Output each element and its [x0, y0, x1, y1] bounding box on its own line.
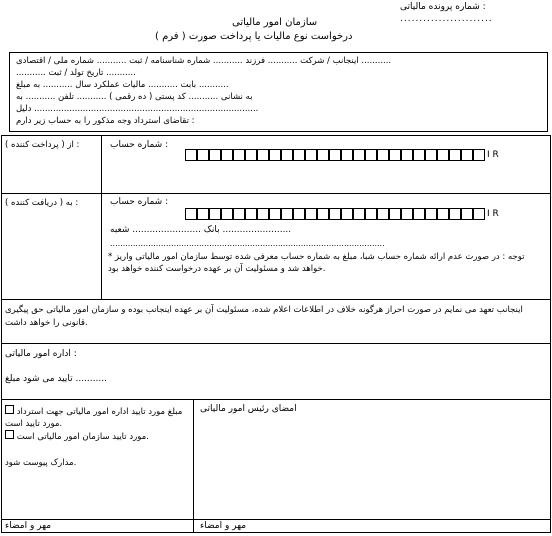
account-digit-cell[interactable]: [353, 208, 365, 220]
account-digit-cell[interactable]: [341, 149, 353, 161]
payee-label: به ( دریافت کننده ) :: [5, 198, 79, 208]
account-digit-cell[interactable]: [209, 149, 221, 161]
account-digit-cell[interactable]: [293, 208, 305, 220]
payee-iban-prefix: I R: [487, 209, 499, 219]
account-digit-cell[interactable]: [209, 208, 221, 220]
footer-left-signature: مهر و امضاء: [5, 521, 52, 531]
account-digit-cell[interactable]: [185, 149, 197, 161]
file-number-dots: ........................: [400, 14, 493, 24]
declaration-text: اینجانب تعهد می نمایم در صورت احراز هرگونه خلاف در اطلاعات اعلام شده، مسئولیت آن بر عهده اینجانب بوده و سازمان امور مالیاتی حق پیگیری قانونی را خواهد داشت.: [5, 305, 523, 328]
account-digit-cell[interactable]: [305, 149, 317, 161]
account-digit-cell[interactable]: [317, 208, 329, 220]
main-form-table: [1, 135, 551, 533]
form-title: ( فرم ) درخواست نوع مالیات یا پرداخت صورت: [155, 31, 353, 42]
account-digit-cell[interactable]: [185, 208, 197, 220]
info-line-3: بابت ........... مالیات عملکرد سال ........... به مبلغ ...........: [16, 80, 229, 90]
check-1-continuation: مورد تایید است.: [5, 419, 63, 429]
side-divider: [101, 135, 102, 299]
info-line-4: به نشانی ........... کد پستی ( ده رقمی ) ........... تلفن ........... به: [16, 92, 253, 102]
info-line-1: اینجانب / شرکت ........... فرزند ........... شماره شناسنامه / ثبت ........... شماره ملی / اقتصادی ...........: [16, 56, 392, 66]
account-digit-cell[interactable]: [473, 149, 485, 161]
account-digit-cell[interactable]: [437, 149, 449, 161]
confirmation-text: تایید می شود مبلغ ...........: [5, 374, 107, 384]
account-digit-cell[interactable]: [281, 208, 293, 220]
account-digit-cell[interactable]: [197, 149, 209, 161]
account-digit-cell[interactable]: [413, 149, 425, 161]
account-digit-cell[interactable]: [317, 149, 329, 161]
bank-dots-line: ............................................................................................................: [110, 239, 385, 248]
account-digit-cell[interactable]: [353, 149, 365, 161]
account-digit-cell[interactable]: [281, 149, 293, 161]
account-digit-cell[interactable]: [245, 208, 257, 220]
account-digit-cell[interactable]: [401, 149, 413, 161]
bottom-left-checks: [5, 405, 191, 469]
info-line-2: ........... تاریخ تولد / ثبت ...........: [16, 68, 136, 78]
account-digit-cell[interactable]: [221, 208, 233, 220]
account-digit-cell[interactable]: [305, 208, 317, 220]
check-2-text: مورد تایید سازمان امور مالیاتی است.: [16, 432, 149, 442]
approval-checkbox-1[interactable]: [5, 405, 14, 414]
footer-right-signature: مهر و امضاء: [200, 521, 247, 531]
account-digit-cell[interactable]: [425, 208, 437, 220]
payer-iban-prefix: I R: [487, 150, 499, 160]
info-line-6: تقاضای استرداد وجه مذکور را به حساب زیر دارم :: [16, 116, 195, 126]
check-row-1: [5, 405, 191, 418]
account-digit-cell[interactable]: [269, 149, 281, 161]
account-digit-cell[interactable]: [437, 208, 449, 220]
account-digit-cell[interactable]: [341, 208, 353, 220]
account-digit-cell[interactable]: [257, 149, 269, 161]
account-digit-cell[interactable]: [449, 208, 461, 220]
account-digit-cell[interactable]: [233, 208, 245, 220]
row-divider-1: [1, 193, 551, 194]
bottom-split: [193, 399, 194, 533]
account-digit-cell[interactable]: [377, 208, 389, 220]
account-digit-cell[interactable]: [293, 149, 305, 161]
account-digit-cell[interactable]: [473, 208, 485, 220]
row-divider-2: [1, 299, 551, 300]
account-note: * توجه : در صورت عدم ارائه شماره حساب شبا، مبلغ به شماره حساب معرفی شده توسط سازمان امور مالیاتی واریز خواهد شد و مسئولیت آن بر عهده درخواست کننده خواهد بود.: [108, 252, 525, 274]
account-digit-cell[interactable]: [449, 149, 461, 161]
row-divider-3: [1, 343, 551, 344]
payer-account-label: شماره حساب :: [110, 140, 169, 150]
account-digit-cell[interactable]: [389, 149, 401, 161]
info-line-5: دلیل ...................................................................................: [16, 104, 259, 114]
payer-account-cells[interactable]: [185, 149, 485, 161]
account-digit-cell[interactable]: [461, 149, 473, 161]
tax-office-label: اداره امور مالیاتی :: [5, 349, 77, 359]
file-number-label: شماره پرونده مالیاتی :: [400, 2, 486, 12]
bank-branch-line[interactable]: بانک ........................ شعبه ........................: [110, 225, 292, 235]
head-signature-label: امضای رئیس امور مالیاتی: [200, 404, 297, 414]
footer-divider: [1, 519, 551, 520]
account-digit-cell[interactable]: [401, 208, 413, 220]
payee-account-label: شماره حساب :: [110, 197, 169, 207]
account-digit-cell[interactable]: [257, 208, 269, 220]
account-digit-cell[interactable]: [329, 149, 341, 161]
payer-label: از ( پرداخت کننده ) :: [5, 140, 80, 150]
account-digit-cell[interactable]: [365, 208, 377, 220]
account-digit-cell[interactable]: [413, 208, 425, 220]
account-digit-cell[interactable]: [389, 208, 401, 220]
account-digit-cell[interactable]: [425, 149, 437, 161]
org-title: سازمان امور مالیاتی: [232, 17, 318, 28]
account-digit-cell[interactable]: [233, 149, 245, 161]
account-digit-cell[interactable]: [461, 208, 473, 220]
row-divider-4: [1, 399, 551, 400]
account-digit-cell[interactable]: [221, 149, 233, 161]
applicant-info-box: [9, 52, 548, 132]
attachment-note: مدارک پیوست شود.: [5, 458, 77, 468]
check-row-2: [5, 430, 191, 443]
check-1-text: مبلغ مورد تایید اداره امور مالیاتی جهت استرداد: [16, 407, 183, 417]
account-digit-cell[interactable]: [365, 149, 377, 161]
payee-account-cells[interactable]: [185, 208, 485, 220]
account-digit-cell[interactable]: [245, 149, 257, 161]
account-digit-cell[interactable]: [197, 208, 209, 220]
account-digit-cell[interactable]: [377, 149, 389, 161]
account-digit-cell[interactable]: [269, 208, 281, 220]
account-digit-cell[interactable]: [329, 208, 341, 220]
approval-checkbox-2[interactable]: [5, 430, 14, 439]
